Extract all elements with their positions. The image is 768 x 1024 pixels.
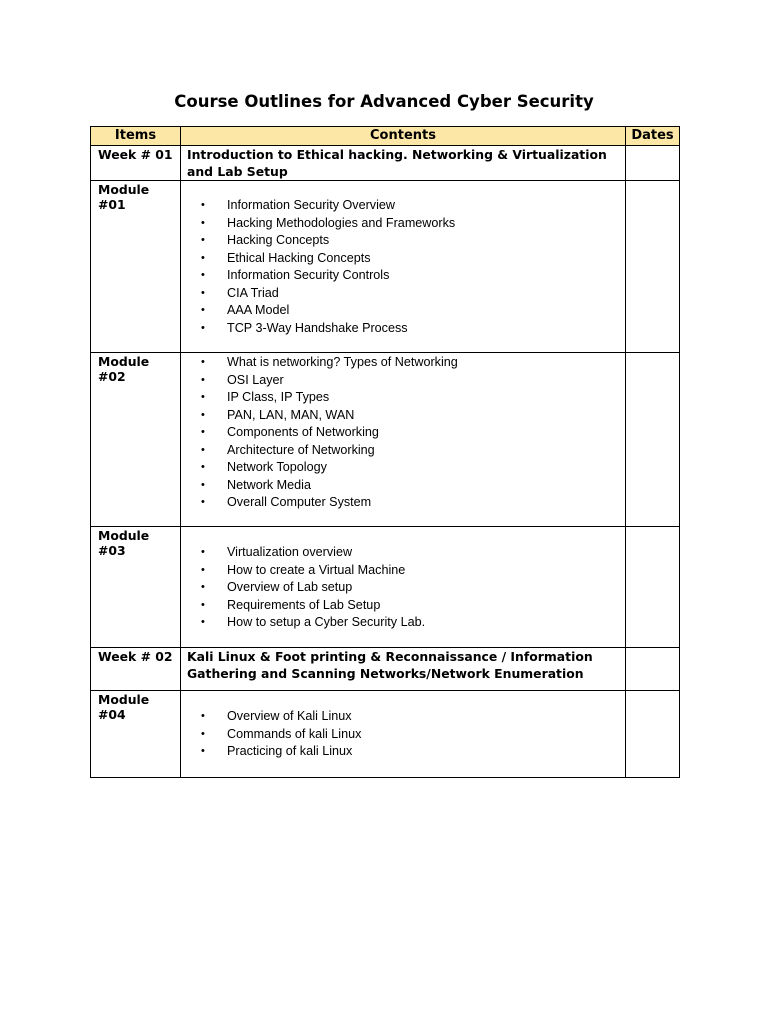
header-dates: Dates [626,127,680,146]
list-item [201,285,625,303]
bullet-icon: • [201,304,205,316]
bullet-icon: • [201,478,205,491]
list-item-text: Components of Networking [227,425,379,439]
list-item-text: Hacking Methodologies and Frameworks [227,215,456,230]
bullet-icon: • [201,199,205,211]
table-row-week-01 [91,146,680,181]
row-dates [626,527,680,648]
list-item-text: CIA Triad [227,285,279,300]
list-item [201,232,625,250]
header-contents: Contents [181,127,626,146]
bullet-icon: • [201,286,205,299]
list-item [201,407,625,425]
row-dates [626,648,680,691]
bullet-icon: • [201,321,205,334]
bullet-icon: • [201,251,205,264]
bullet-icon: • [201,563,205,576]
bullet-icon: • [201,234,205,246]
list-item [201,743,625,761]
list-item-text: TCP 3-Way Handshake Process [227,320,408,335]
bullet-list [181,181,625,337]
list-item [201,215,625,233]
bullet-icon: • [201,426,205,438]
course-outline-table [90,126,680,778]
bullet-icon: • [201,391,205,403]
list-item-text: Practicing of kali Linux [227,744,353,758]
list-item [201,562,625,580]
bullet-icon: • [201,408,205,421]
bullet-icon: • [201,216,205,229]
row-contents [181,181,626,353]
list-item-text: Information Security Overview [227,198,395,212]
row-item: Module #02 [91,353,181,527]
row-contents [181,691,626,778]
header-items: Items [91,127,181,146]
list-item [201,424,625,442]
list-item [201,197,625,215]
bullet-icon: • [201,373,205,386]
bullet-icon: • [201,269,205,281]
row-item: Week # 01 [91,146,181,181]
list-item-text: IP Class, IP Types [227,390,330,404]
list-item-text: Requirements of Lab Setup [227,597,381,612]
list-item [201,442,625,460]
bullet-icon: • [201,616,205,628]
list-item [201,372,625,390]
bullet-icon: • [201,546,205,558]
list-item-text: How to setup a Cyber Security Lab. [227,615,426,629]
row-dates [626,181,680,353]
row-contents: Kali Linux & Foot printing & Reconnaissance / Information Gathering and Scanning Networks/Network Enumeration [181,648,626,691]
list-item-text: Overview of Kali Linux [227,709,352,723]
row-item: Week # 02 [91,648,181,691]
row-item: Module #04 [91,691,181,778]
list-item [201,267,625,285]
list-item-text: Overview of Lab setup [227,580,353,594]
list-item-text: Information Security Controls [227,268,390,282]
list-item [201,389,625,407]
row-dates [626,691,680,778]
list-item [201,320,625,338]
list-item-text: OSI Layer [227,372,284,387]
table-row-module-04 [91,691,680,778]
table-header-row [91,127,680,146]
bullet-icon: • [201,727,205,740]
list-item-text: Virtualization overview [227,545,353,559]
table-row-module-01 [91,181,680,353]
list-item-text: Network Topology [227,460,327,474]
bullet-icon: • [201,496,205,508]
list-item [201,614,625,632]
row-contents [181,527,626,648]
list-item [201,302,625,320]
bullet-icon: • [201,443,205,456]
row-item: Module #03 [91,527,181,648]
list-item-text: What is networking? Types of Networking [227,355,458,369]
table-row-week-02 [91,648,680,691]
list-item-text: PAN, LAN, MAN, WAN [227,407,355,422]
row-dates [626,146,680,181]
list-item [201,250,625,268]
list-item [201,726,625,744]
list-item-text: Commands of kali Linux [227,726,362,741]
list-item [201,459,625,477]
bullet-icon: • [201,356,205,368]
list-item-text: Hacking Concepts [227,233,330,247]
list-item [201,708,625,726]
bullet-icon: • [201,581,205,593]
list-item-text: Architecture of Networking [227,442,375,457]
table-row-module-03 [91,527,680,648]
bullet-icon: • [201,598,205,611]
table-row-module-02 [91,353,680,527]
list-item [201,544,625,562]
list-item-text: Ethical Hacking Concepts [227,250,371,265]
table-body [91,146,680,778]
list-item-text: Overall Computer System [227,495,372,509]
bullet-list [181,691,625,761]
bullet-list [181,527,625,632]
list-item [201,597,625,615]
bullet-icon: • [201,745,205,757]
bullet-icon: • [201,461,205,473]
list-item-text: Network Media [227,477,311,492]
bullet-list [181,353,625,512]
row-contents: Introduction to Ethical hacking. Networking & Virtualization and Lab Setup [181,146,626,181]
list-item-text: AAA Model [227,303,290,317]
list-item-text: How to create a Virtual Machine [227,562,406,577]
list-item [201,579,625,597]
row-contents [181,353,626,527]
bullet-icon: • [201,710,205,722]
list-item [201,354,625,372]
list-item [201,477,625,495]
row-dates [626,353,680,527]
list-item [201,494,625,512]
row-item: Module #01 [91,181,181,353]
document-title: Course Outlines for Advanced Cyber Security [174,92,594,111]
